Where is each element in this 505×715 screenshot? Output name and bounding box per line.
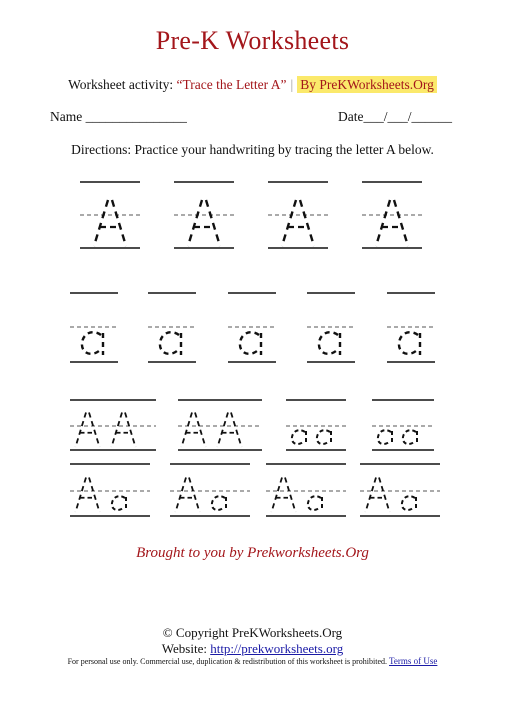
tracing-practice-area xyxy=(0,160,505,530)
usage-notice: For personal use only. Commercial use, duplication & redistribution of this worksheet is prohibited. xyxy=(67,657,388,666)
website-label: Website: xyxy=(161,641,211,656)
activity-line xyxy=(0,77,505,93)
brought-to-you-by: Brought to you by Prekworksheets.Org xyxy=(136,545,369,561)
worksheet-title: Pre-K Worksheets xyxy=(155,26,350,55)
website-line xyxy=(0,641,505,657)
usage-line xyxy=(0,656,505,666)
website-link[interactable]: http://prekworksheets.org xyxy=(210,641,344,656)
trace-row-lowercase-a xyxy=(70,293,435,362)
terms-of-use-link[interactable]: Terms of Use xyxy=(389,656,438,666)
byline-link[interactable]: By PreKWorksheets.Org xyxy=(297,76,437,93)
directions-text: Directions: Practice your handwriting by tracing the letter A below. xyxy=(71,142,434,157)
activity-prefix: Worksheet activity: xyxy=(68,77,177,92)
name-field[interactable]: Name _______________ xyxy=(50,109,187,124)
trace-row-double-letters xyxy=(70,400,434,450)
copyright-notice: © Copyright PreKWorksheets.Org xyxy=(162,625,343,640)
date-field[interactable]: Date___/___/______ xyxy=(338,109,452,124)
activity-separator: | xyxy=(290,77,294,92)
trace-row-uppercase-a xyxy=(80,182,422,248)
trace-row-upper-lower-pair xyxy=(70,464,440,516)
activity-name: “Trace the Letter A” xyxy=(176,77,287,92)
